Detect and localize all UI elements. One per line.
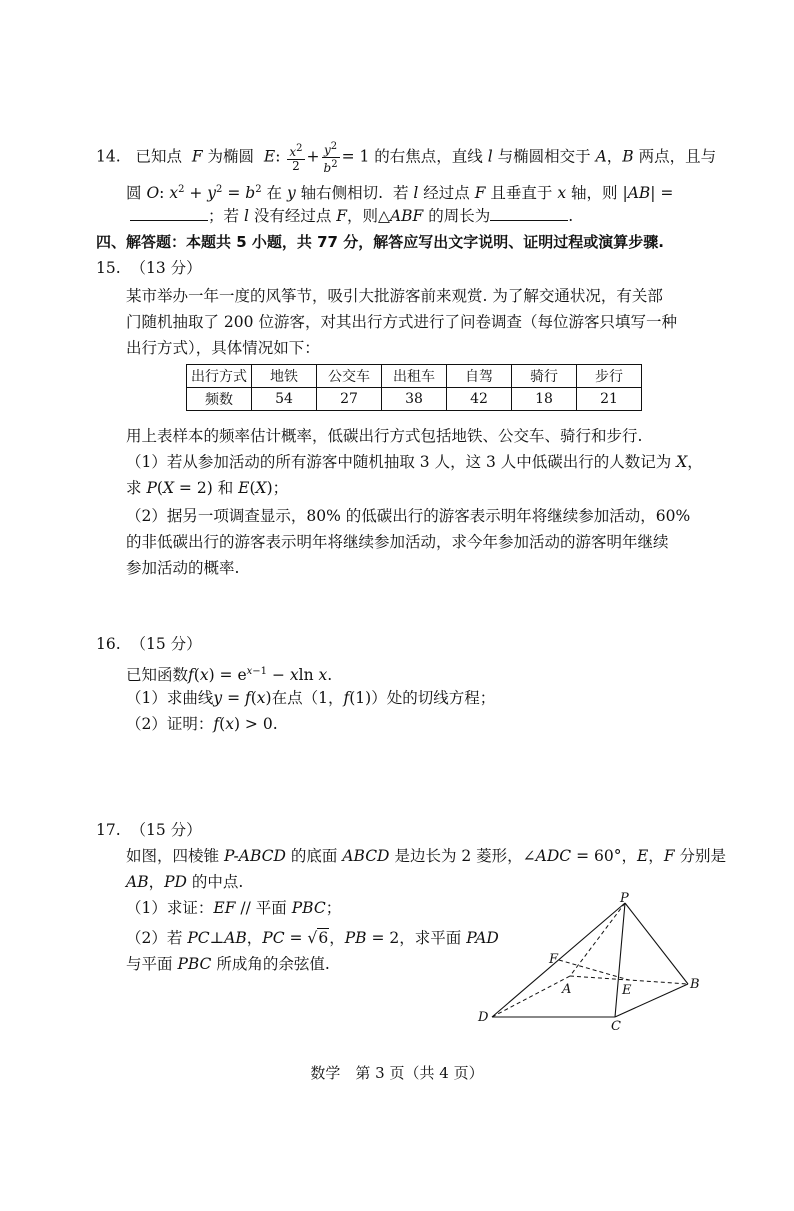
- table-header-cell: 出租车: [382, 365, 447, 388]
- label-P: P: [620, 891, 629, 906]
- q14-line1: 14. 已知点 F 为椭圆 E: $\frac{x^2}{2}$ + $\frac{y^2}{b^2}$ = 1 的右焦点，直线 l 与椭圆相交于 A，B 两点，且与: [96, 141, 717, 175]
- table-header-cell: 骑行: [512, 365, 577, 388]
- table-header-cell: 地铁: [252, 365, 317, 388]
- q16-number: 16.: [96, 635, 121, 653]
- edge-DA: [492, 976, 570, 1017]
- q17-sub3: 与平面 PBC 所成角的余弦值.: [126, 955, 330, 973]
- table-header-cell: 公交车: [317, 365, 382, 388]
- q17-header: [96, 820, 202, 840]
- table-cell: 频数: [187, 388, 252, 411]
- q17-sub1: （1）求证：EF // 平面 PBC；: [126, 899, 342, 917]
- q15-para-3: 出行方式），具体情况如下：: [126, 339, 320, 357]
- edge-PC: [615, 903, 625, 1017]
- q17-para-1: 如图，四棱锥 P-ABCD 的底面 ABCD 是边长为 2 菱形，∠ADC = 60°，E，F 分别是: [126, 847, 727, 865]
- table-cell: 54: [252, 388, 317, 411]
- q15-score: （13 分）: [130, 259, 202, 277]
- q15-sub1-line2: 求 P(X = 2) 和 E(X)；: [126, 479, 289, 497]
- edge-PA: [570, 903, 625, 976]
- answer-blank-2[interactable]: [490, 206, 568, 221]
- label-D: D: [478, 1010, 489, 1025]
- q15-para-1: 某市举办一年一度的风筝节，吸引大批游客前来观赏. 为了解交通状况，有关部: [126, 287, 663, 305]
- table-cell: 18: [512, 388, 577, 411]
- q15-sub2-line2: 的非低碳出行的游客表示明年将继续参加活动，求今年参加活动的游客明年继续: [126, 533, 669, 551]
- q16-sub1: （1）求曲线y = f(x)在点（1，f(1)）处的切线方程；: [126, 689, 496, 707]
- answer-blank-1[interactable]: [130, 206, 208, 221]
- q17-score: （15 分）: [130, 821, 202, 839]
- q15-number: 15.: [96, 259, 121, 277]
- q17-sub2: （2）若 PC⊥AB，PC = √6，PB = 2，求平面 PAD: [126, 929, 499, 947]
- q15-para-4: 用上表样本的频率估计概率，低碳出行方式包括地铁、公交车、骑行和步行.: [126, 427, 643, 445]
- table-header-cell: 自驾: [447, 365, 512, 388]
- table-cell: 27: [317, 388, 382, 411]
- label-B: B: [690, 977, 700, 992]
- label-F: F: [549, 952, 559, 967]
- table-header-row: [187, 365, 642, 388]
- table-row: [187, 388, 642, 411]
- q15-sub1-line1: （1）若从参加活动的所有游客中随机抽取 3 人，这 3 人中低碳出行的人数记为 X，: [126, 453, 703, 471]
- page-footer: 数学 第 3 页（共 4 页）: [310, 1064, 484, 1082]
- q16-header: [96, 634, 202, 654]
- q17-number: 17.: [96, 821, 121, 839]
- table-cell: 38: [382, 388, 447, 411]
- q14-line3: ；若 l 没有经过点 F，则△ABF 的周长为 .: [130, 206, 573, 226]
- q17-para-2: AB，PD 的中点.: [126, 873, 244, 891]
- pyramid-figure: [470, 890, 710, 1030]
- ellipse-y-fraction: $\frac{y^2}{b^2}$: [323, 141, 338, 175]
- q16-sub2: （2）证明：f(x) > 0.: [126, 715, 278, 733]
- q15-sub2-line3: 参加活动的概率.: [126, 559, 240, 577]
- label-C: C: [611, 1019, 621, 1030]
- q14-line2: 圆 O: $x^2 + y^2 = b^2$ 在 y 轴右侧相切. 若 l 经过点 F 且垂直于 x 轴，则 |AB| =: [126, 184, 674, 203]
- q16-para-1: 已知函数$f(x) = e^{x-1} - xln$ x.: [126, 666, 333, 685]
- edge-PD: [492, 903, 625, 1017]
- ellipse-x-fraction: $\frac{x^2}{2}$: [289, 143, 303, 173]
- table-header-cell: 步行: [577, 365, 642, 388]
- q15-header: [96, 258, 202, 278]
- table-cell: 42: [447, 388, 512, 411]
- label-E: E: [622, 983, 632, 998]
- edge-PB: [625, 903, 688, 984]
- q14-number: 14.: [96, 147, 121, 166]
- section-heading: 四、解答题：本题共 5 小题，共 77 分，解答应写出文字说明、证明过程或演算步骤.: [96, 233, 664, 251]
- q15-sub2-line1: （2）据另一项调查显示，80% 的低碳出行的游客表示明年将继续参加活动，60%: [126, 507, 691, 525]
- label-A: A: [562, 982, 572, 997]
- q15-para-2: 门随机抽取了 200 位游客，对其出行方式进行了问卷调查（每位游客只填写一种: [126, 313, 677, 331]
- travel-mode-table: [186, 364, 642, 411]
- table-header-cell: 出行方式: [187, 365, 252, 388]
- q16-score: （15 分）: [130, 635, 202, 653]
- table-cell: 21: [577, 388, 642, 411]
